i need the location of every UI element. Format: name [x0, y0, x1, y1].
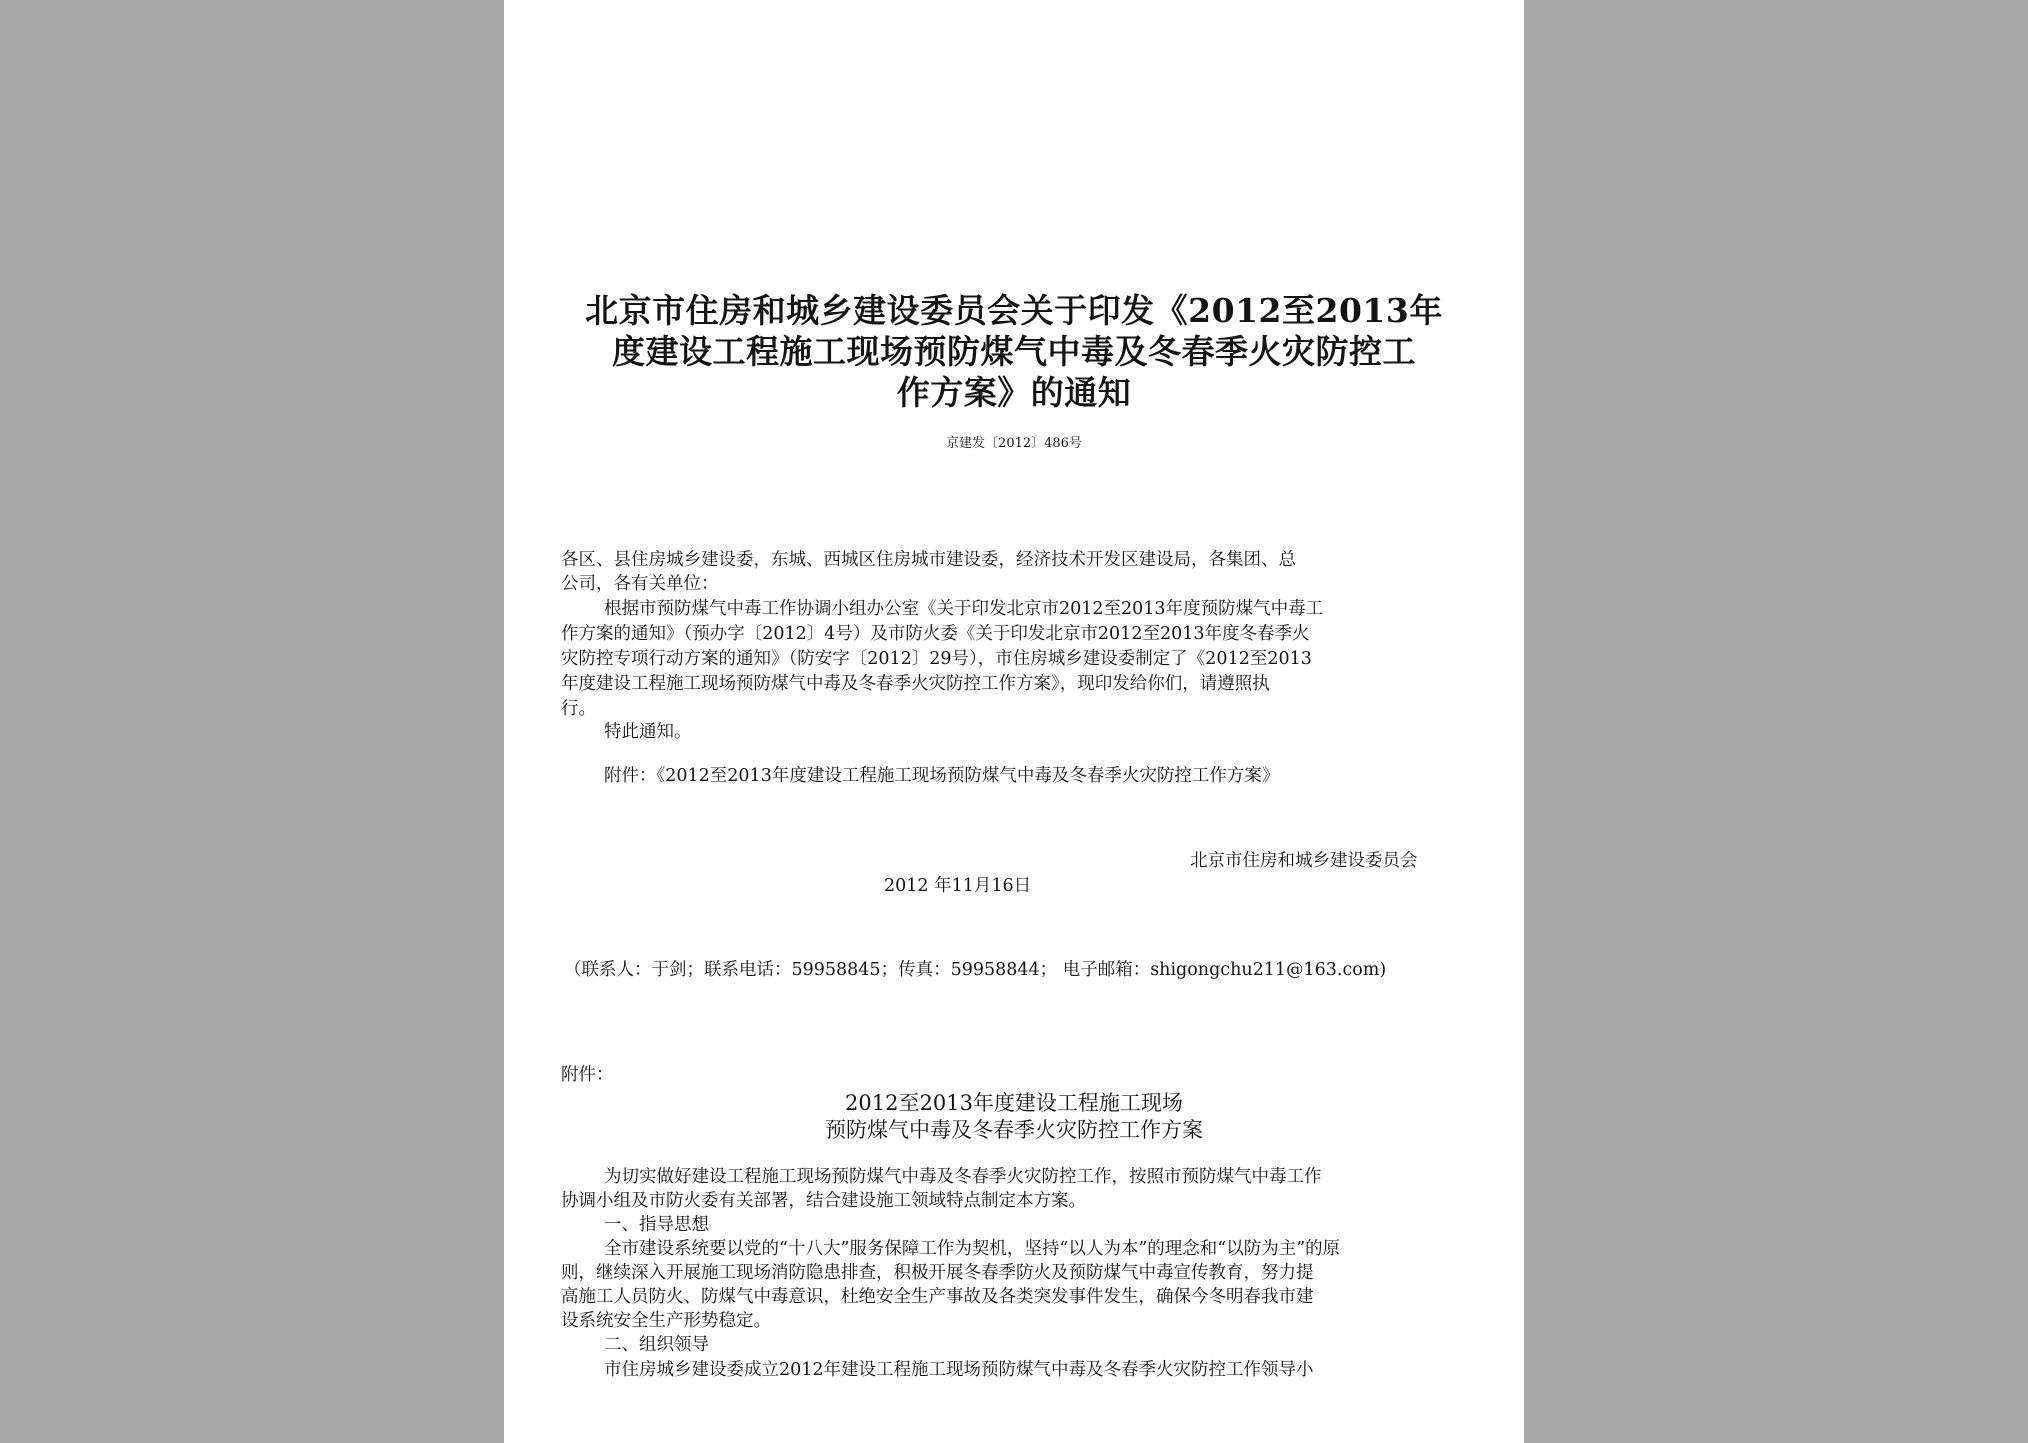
body-line-1: 根据市预防煤气中毒工作协调小组办公室《关于印发北京市2012至2013年度预防煤气中毒工 — [604, 599, 1324, 619]
issue-date: 2012 年11月16日 — [884, 876, 1032, 896]
plan-line-1: 为切实做好建设工程施工现场预防煤气中毒及冬春季火灾防控工作，按照市预防煤气中毒工作 — [604, 1167, 1322, 1187]
salutation-line-1: 各区、县住房城乡建设委，东城、西城区住房城市建设委，经济技术开发区建设局，各集团、总 — [561, 550, 1296, 570]
salutation-line-2: 公司，各有关单位： — [561, 574, 719, 594]
closing-line: 特此通知。 — [604, 722, 692, 742]
body-line-3: 灾防控专项行动方案的通知》（防安字〔2012〕29号），市住房城乡建设委制定了《2012至2013 — [561, 649, 1312, 669]
attachment-title-line-1: 2012至2013年度建设工程施工现场 — [845, 1091, 1183, 1115]
section-heading-guiding-ideology: 一、指导思想 — [604, 1215, 709, 1235]
body-line-5: 行。 — [561, 699, 596, 719]
document-page — [504, 0, 1524, 1443]
plan-line-6: 高施工人员防火、防煤气中毒意识，杜绝安全生产事故及各类突发事件发生，确保今冬明春我市建 — [561, 1287, 1314, 1307]
signatory: 北京市住房和城乡建设委员会 — [1190, 851, 1418, 871]
attachment-title-line-2: 预防煤气中毒及冬春季火灾防控工作方案 — [825, 1118, 1203, 1142]
attachment-reference: 附件：《2012至2013年度建设工程施工现场预防煤气中毒及冬春季火灾防控工作方案》 — [604, 766, 1280, 786]
document-title-line-1: 北京市住房和城乡建设委员会关于印发《2012至2013年 — [585, 291, 1443, 330]
plan-line-7: 设系统安全生产形势稳定。 — [561, 1311, 771, 1331]
attachment-label: 附件： — [561, 1065, 614, 1085]
document-number: 京建发〔2012〕486号 — [946, 436, 1082, 451]
document-title-line-3: 作方案》的通知 — [896, 373, 1132, 412]
section-heading-organization: 二、组织领导 — [604, 1335, 709, 1355]
plan-line-9: 市住房城乡建设委成立2012年建设工程施工现场预防煤气中毒及冬春季火灾防控工作领导小 — [604, 1360, 1314, 1380]
body-line-2: 作方案的通知》（预办字〔2012〕4号）及市防火委《关于印发北京市2012至2013年度冬春季火 — [561, 624, 1310, 644]
document-title-line-2: 度建设工程施工现场预防煤气中毒及冬春季火灾防控工 — [612, 332, 1416, 371]
plan-line-4: 全市建设系统要以党的“十八大”服务保障工作为契机，坚持“以人为本”的理念和“以防为主”的原 — [604, 1239, 1341, 1259]
plan-line-2: 协调小组及市防火委有关部署，结合建设施工领域特点制定本方案。 — [561, 1191, 1086, 1211]
contact-info: （联系人：于剑；联系电话：59958845；传真：59958844； 电子邮箱：shigongchu211@163.com) — [564, 960, 1387, 980]
body-line-4: 年度建设工程施工现场预防煤气中毒及冬春季火灾防控工作方案》，现印发给你们，请遵照执 — [561, 674, 1270, 694]
plan-line-5: 则，继续深入开展施工现场消防隐患排查，积极开展冬春季防火及预防煤气中毒宣传教育，努力提 — [561, 1263, 1314, 1283]
